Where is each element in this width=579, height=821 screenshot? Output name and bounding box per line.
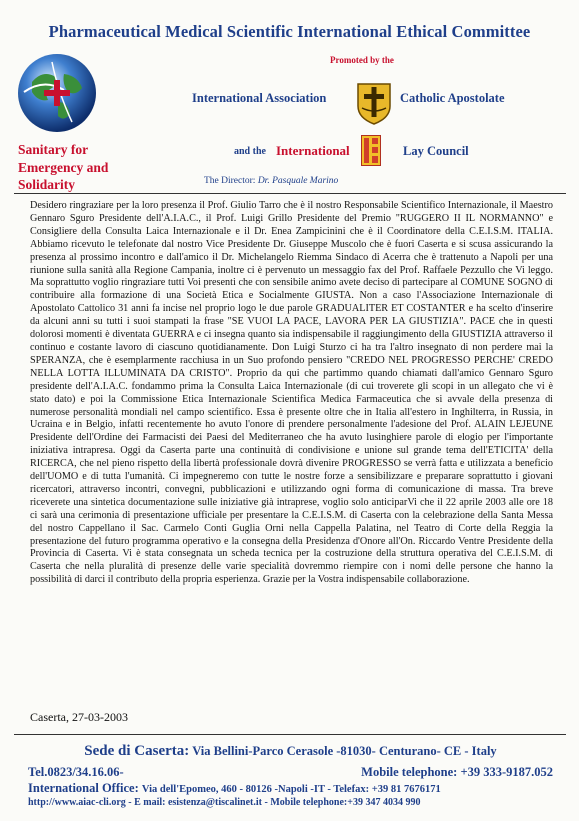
footer-office-line bbox=[28, 781, 553, 796]
sede-label: Sede di Caserta: bbox=[84, 743, 190, 759]
sanitary-emergency-title bbox=[18, 141, 108, 194]
page-title: Pharmaceutical Medical Scientific International Ethical Committee bbox=[48, 22, 531, 41]
lay-council-logo bbox=[361, 135, 381, 166]
letter-date: Caserta, 27-03-2003 bbox=[30, 710, 128, 724]
and-the-label: and the bbox=[234, 146, 266, 157]
office-address: Via dell'Epomeo, 460 - 80126 -Napoli -IT - Telefax: +39 81 7676171 bbox=[141, 784, 441, 795]
globe-logo bbox=[14, 52, 100, 134]
footer-phone-line bbox=[28, 765, 553, 780]
sanitary-line-1: Sanitary for bbox=[18, 142, 89, 157]
director-name: Dr. Pasquale Marino bbox=[257, 176, 339, 186]
director-label: The Director: bbox=[204, 176, 256, 186]
aiac-cross-logo bbox=[354, 78, 394, 126]
lay-council-label: Lay Council bbox=[403, 144, 469, 158]
office-label: International Office: bbox=[28, 781, 139, 795]
director-line bbox=[204, 176, 338, 186]
footer-web-email: http://www.aiac-cli.org - E mail: esistenza@tiscalinet.it - Mobile telephone:+39 347 4034 990 bbox=[28, 797, 421, 808]
footer-divider bbox=[14, 734, 566, 735]
catholic-apostolate-label: Catholic Apostolate bbox=[400, 91, 505, 105]
footer-sede-line bbox=[28, 743, 553, 760]
telephone: Tel.0823/34.16.06- bbox=[28, 765, 124, 779]
international-association-label: International Association bbox=[192, 91, 327, 105]
sanitary-line-3: Solidarity bbox=[18, 177, 76, 192]
mobile-telephone: Mobile telephone: +39 333-9187.052 bbox=[361, 765, 553, 779]
sede-address: Via Bellini-Parco Cerasole -81030- Centurano- CE - Italy bbox=[192, 744, 497, 758]
sanitary-line-2: Emergency and bbox=[18, 159, 109, 175]
international-label: International bbox=[276, 143, 350, 158]
promoted-by-label: Promoted by the bbox=[330, 55, 394, 65]
letter-body: Desidero ringraziare per la loro presenza il Prof. Giulio Tarro che è il nostro Responsabile Scientifico Internazionale, il Maestro Gennaro Sguro Presidente dell'A.I.A.C., il Prof. Luigi Grillo Presidente del Premio "RUGGERO II IL NORMANNO" e Consigliere della Consulta Laica Internazionale e il Dr. Enea Zampicinini che è il Coordinatore della C.E.I.S.M. ITALIA. Abbiamo ricevuto le telefonate dal nostro Vice Presidente Dr. Giuseppe Muscolo che è fuori Caserta e si scusa assicurando la presenza al prossimo incontro e dall'amico il Dr. Michelangelo Riemma Sindaco di Acerra che è trattenuto a Napoli per una riunione sulla sanità alla Regione Campania, inoltre ci è pervenuto un messaggio fax del Prof. Raffaele Pezzullo che Vi leggo. Ma soprattutto voglio ringraziare tutti Voi presenti che con sensibile animo avete deciso di partecipare al COMUNE SOGNO di contribuire alla formazione di una Società Etica e Socialmente GIUSTA. Non a caso l'Associazione Internazionale di Apostolato Cattolico 31 anni fa incise nel proprio logo le due parole GRADUALITER ET COSTANTER e ha scelto d'inserire da alcuni anni su tutti i suoi stampati la frase "SE VUOI LA PACE, LAVORA PER LA GIUSTIZIA". PACE che in questi dolorosi momenti è diventata GUERRA e ci insegna quanto sia indispensabile il raggiungimento della GIUSTIZIA attraverso il continuo e costante lavoro di ciascuno quotidianamente. Don Luigi Sturzo ci ha tra l'altro insegnato di non perdere mai la SPERANZA, che è esemplarmente racchiusa in un Suo profondo pensiero "CREDO NEL PROGRESSO PERCHE' CREDO NELLA LOTTA ILLUMINATA DA CRISTO". Proprio da qui che partimmo quando chiamati dall'amico Gennaro Sguro presidente dell'A.I.A.C. fondammo prima la Consulta Laica Internazionale (di cui troverete gli scopi in un allegato che vi è stato dato) e poi la Commissione Etica Internazionale Scientifica Medica Farmaceutica che si avvale della presenza di numerose personalità mondiali nel campo scientifico. Essa è presente oltre che in Italia all'estero in Inghilterra, in Russia, in Ucraina e in Belgio, infatti recentemente ho avuto l'onore di prendere personalmente l'adesione del Prof. ALAIN LEJEUNE Presidente dell'Ordine dei Farmacisti dei Paesi del Mediterraneo che ha avuto lusinghiere parole di elogio per l'importante iniziativa intrapresa. Oggi da Caserta parte una continuità di condivisione e unione sul grande tema dell'ETICITA' della RICERCA, che nel pieno rispetto della libertà professionale dovrà divenire PROGRESSO se verrà fatta e utilizzata a beneficio dell'UOMO e di tutta l'umanità. Ci impegneremo con tutte le nostre forze a sensibilizzare e preparare soprattutto i giovani ricercatori, attraverso incontri, convegni, pubblicazioni e utilizzando ogni forma di comunicazione di massa. Tra breve riceverete una sintetica documentazione sulle iniziative già intraprese, voglio solo anticiparVi che il 22 aprile 2003 alle ore 18 ci sarà una cerimonia di presentazione ufficiale per presentare la C.E.I.S.M. di Caserta con la celebrazione della Santa Messa del nostro Cappellano il Sac. Carmelo Conti Guglia Orni nella Cappella Palatina, nel Teatro di Corte della Reggia la presentazione del futuro programma operativo e la consegna della Presidenza d'Onore all'On. Riccardo Ventre Presidente della Provincia di Caserta. Vi è stata consegnata un scheda tecnica per la costruzione della struttura operativa del C.E.I.S.M. di Caserta che nella pluralità di presenze delle varie specialità dovremmo riempire con i nomi delle persone che hanno la possibilità di darci il contributo della propria esperienza. Grazie per la Vostra indispensabile collaborazione. bbox=[30, 200, 553, 586]
header-divider bbox=[14, 193, 566, 194]
